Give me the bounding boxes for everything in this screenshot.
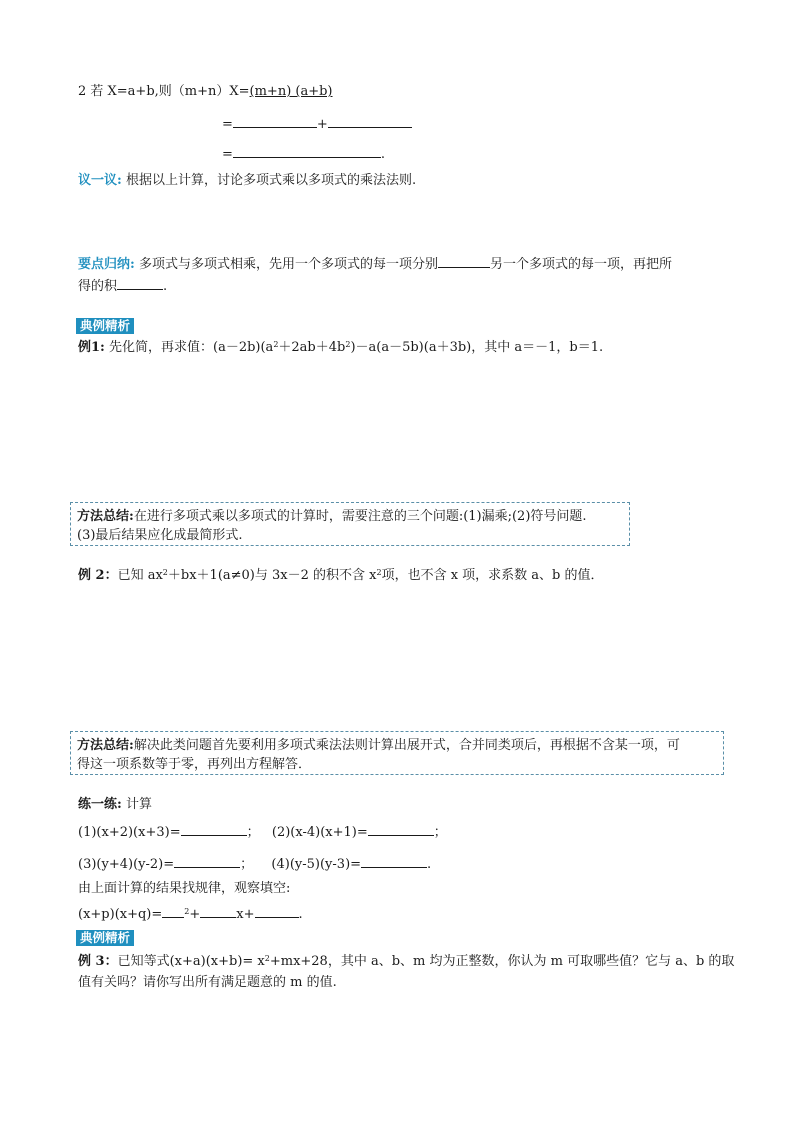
exponent: 2: [345, 340, 351, 349]
method-summary-box-2: [70, 731, 724, 775]
blank-field[interactable]: [233, 115, 317, 128]
plus-sign: +: [316, 117, 328, 132]
blank-field[interactable]: [117, 277, 163, 290]
example3-line2: 值有关吗？请你写出所有满足题意的 m 的值.: [78, 975, 337, 990]
exponent: 2: [184, 907, 190, 916]
punctuation: ；: [246, 825, 260, 840]
period: .: [298, 907, 303, 922]
practice-item: (2)(x-4)(x+1)=: [271, 825, 368, 840]
exponent: 2: [264, 954, 270, 963]
practice-row-1: [78, 823, 447, 842]
exponent: 2: [162, 568, 168, 577]
example3-line1: [78, 953, 734, 971]
example3-text: 已知等式(x+a)(x+b)= x: [117, 954, 265, 969]
part2-step1: [222, 115, 412, 134]
example1-text: ＋2ab＋4b: [278, 340, 346, 355]
example2-text: ＋bx＋1(a≠0)与 3x－2 的积不含 x: [167, 568, 377, 583]
period: .: [380, 147, 386, 162]
equals-sign: =: [222, 117, 233, 132]
blank-field[interactable]: [200, 905, 236, 918]
example1-line: [78, 339, 603, 357]
part2-step2: [222, 145, 385, 164]
exponent: 2: [273, 340, 279, 349]
practice-pattern: 由上面计算的结果找规律，观察填空:: [78, 881, 291, 896]
keypoint-text: 得的积: [78, 279, 118, 294]
example3-text: +mx+28，其中 a、b、m 均为正整数，你认为 m 可取哪些值？它与 a、b 的取: [269, 954, 735, 969]
example2-text: 已知 ax: [117, 568, 163, 583]
example-tag: [76, 318, 134, 336]
discuss-text: 根据以上计算，讨论多项式乘以多项式的乘法法则.: [121, 173, 417, 188]
blank-field[interactable]: [174, 855, 240, 868]
formula-text: x+: [236, 907, 255, 922]
example2-line: [78, 567, 604, 585]
blank-field[interactable]: [233, 145, 381, 158]
punctuation: .: [427, 857, 432, 872]
blank-field[interactable]: [328, 115, 412, 128]
practice-text: 计算: [121, 797, 152, 812]
formula-text: (x+p)(x+q)=: [78, 907, 163, 922]
blank-field[interactable]: [255, 905, 299, 918]
practice-label: 练一练:: [78, 797, 122, 812]
keypoint-label: 要点归纳:: [78, 257, 135, 272]
method-summary-text: 解决此类问题首先要利用多项式乘法法则计算出展开式，合并同类项后，再根据不含某一项，可: [133, 738, 680, 753]
method-summary-label: 方法总结:: [77, 738, 134, 753]
example1-text: 先化简，再求值：(a－2b)(a: [104, 340, 274, 355]
keypoint-text: 多项式与多项式相乘，先用一个多项式的每一项分别: [134, 257, 438, 272]
practice-heading: [78, 796, 152, 814]
method-summary-text: 得这一项系数等于零，再列出方程解答．: [77, 757, 312, 772]
blank-field[interactable]: [438, 255, 490, 268]
practice-item: (1)(x+2)(x+3)=: [78, 825, 181, 840]
blank-field[interactable]: [368, 823, 434, 836]
blank-field[interactable]: [162, 905, 184, 918]
practice-item: (4)(y-5)(y-3)=: [271, 857, 362, 872]
method-summary-text: 在进行多项式乘以多项式的计算时，需要注意的三个问题:(1)漏乘;(2)符号问题.: [133, 509, 587, 524]
formula-text: +: [189, 907, 201, 922]
example2-label: 例 2：: [78, 568, 118, 583]
example2-text: 项，也不含 x 项，求系数 a、b 的值．: [381, 568, 604, 583]
practice-item: (3)(y+4)(y-2)=: [78, 857, 175, 872]
part2-line: [78, 83, 333, 101]
blank-field[interactable]: [361, 855, 427, 868]
method-summary-label: 方法总结:: [77, 509, 134, 524]
keypoint-text: 另一个多项式的每一项，再把所: [489, 257, 672, 272]
discuss-line: [78, 172, 416, 190]
keypoint-line1: [78, 255, 672, 274]
punctuation: ；: [240, 857, 254, 872]
practice-row-2: [78, 855, 431, 874]
equals-sign: =: [222, 147, 233, 162]
example3-label: 例 3：: [78, 954, 118, 969]
example1-text: )－a(a－5b)(a＋3b)，其中 a＝－1，b＝1.: [350, 340, 604, 355]
exponent: 2: [376, 568, 382, 577]
example-analysis-tag: 典例精析: [76, 930, 134, 946]
example-tag: [76, 930, 134, 948]
method-summary-text: (3)最后结果应化成最简形式.: [77, 528, 243, 543]
punctuation: ；: [433, 825, 447, 840]
discuss-label: 议一议:: [78, 173, 122, 188]
period: .: [163, 279, 168, 294]
practice-formula: [78, 905, 303, 924]
example1-label: 例1:: [78, 340, 105, 355]
example-analysis-tag: 典例精析: [76, 318, 134, 334]
method-summary-box-1: [70, 502, 630, 546]
keypoint-line2: [78, 277, 167, 296]
part2-prefix: 2 若 X=a+b,则（m+n）X=: [78, 84, 250, 99]
part2-underlined-expr: (m+n) (a+b): [249, 84, 333, 99]
blank-field[interactable]: [181, 823, 247, 836]
